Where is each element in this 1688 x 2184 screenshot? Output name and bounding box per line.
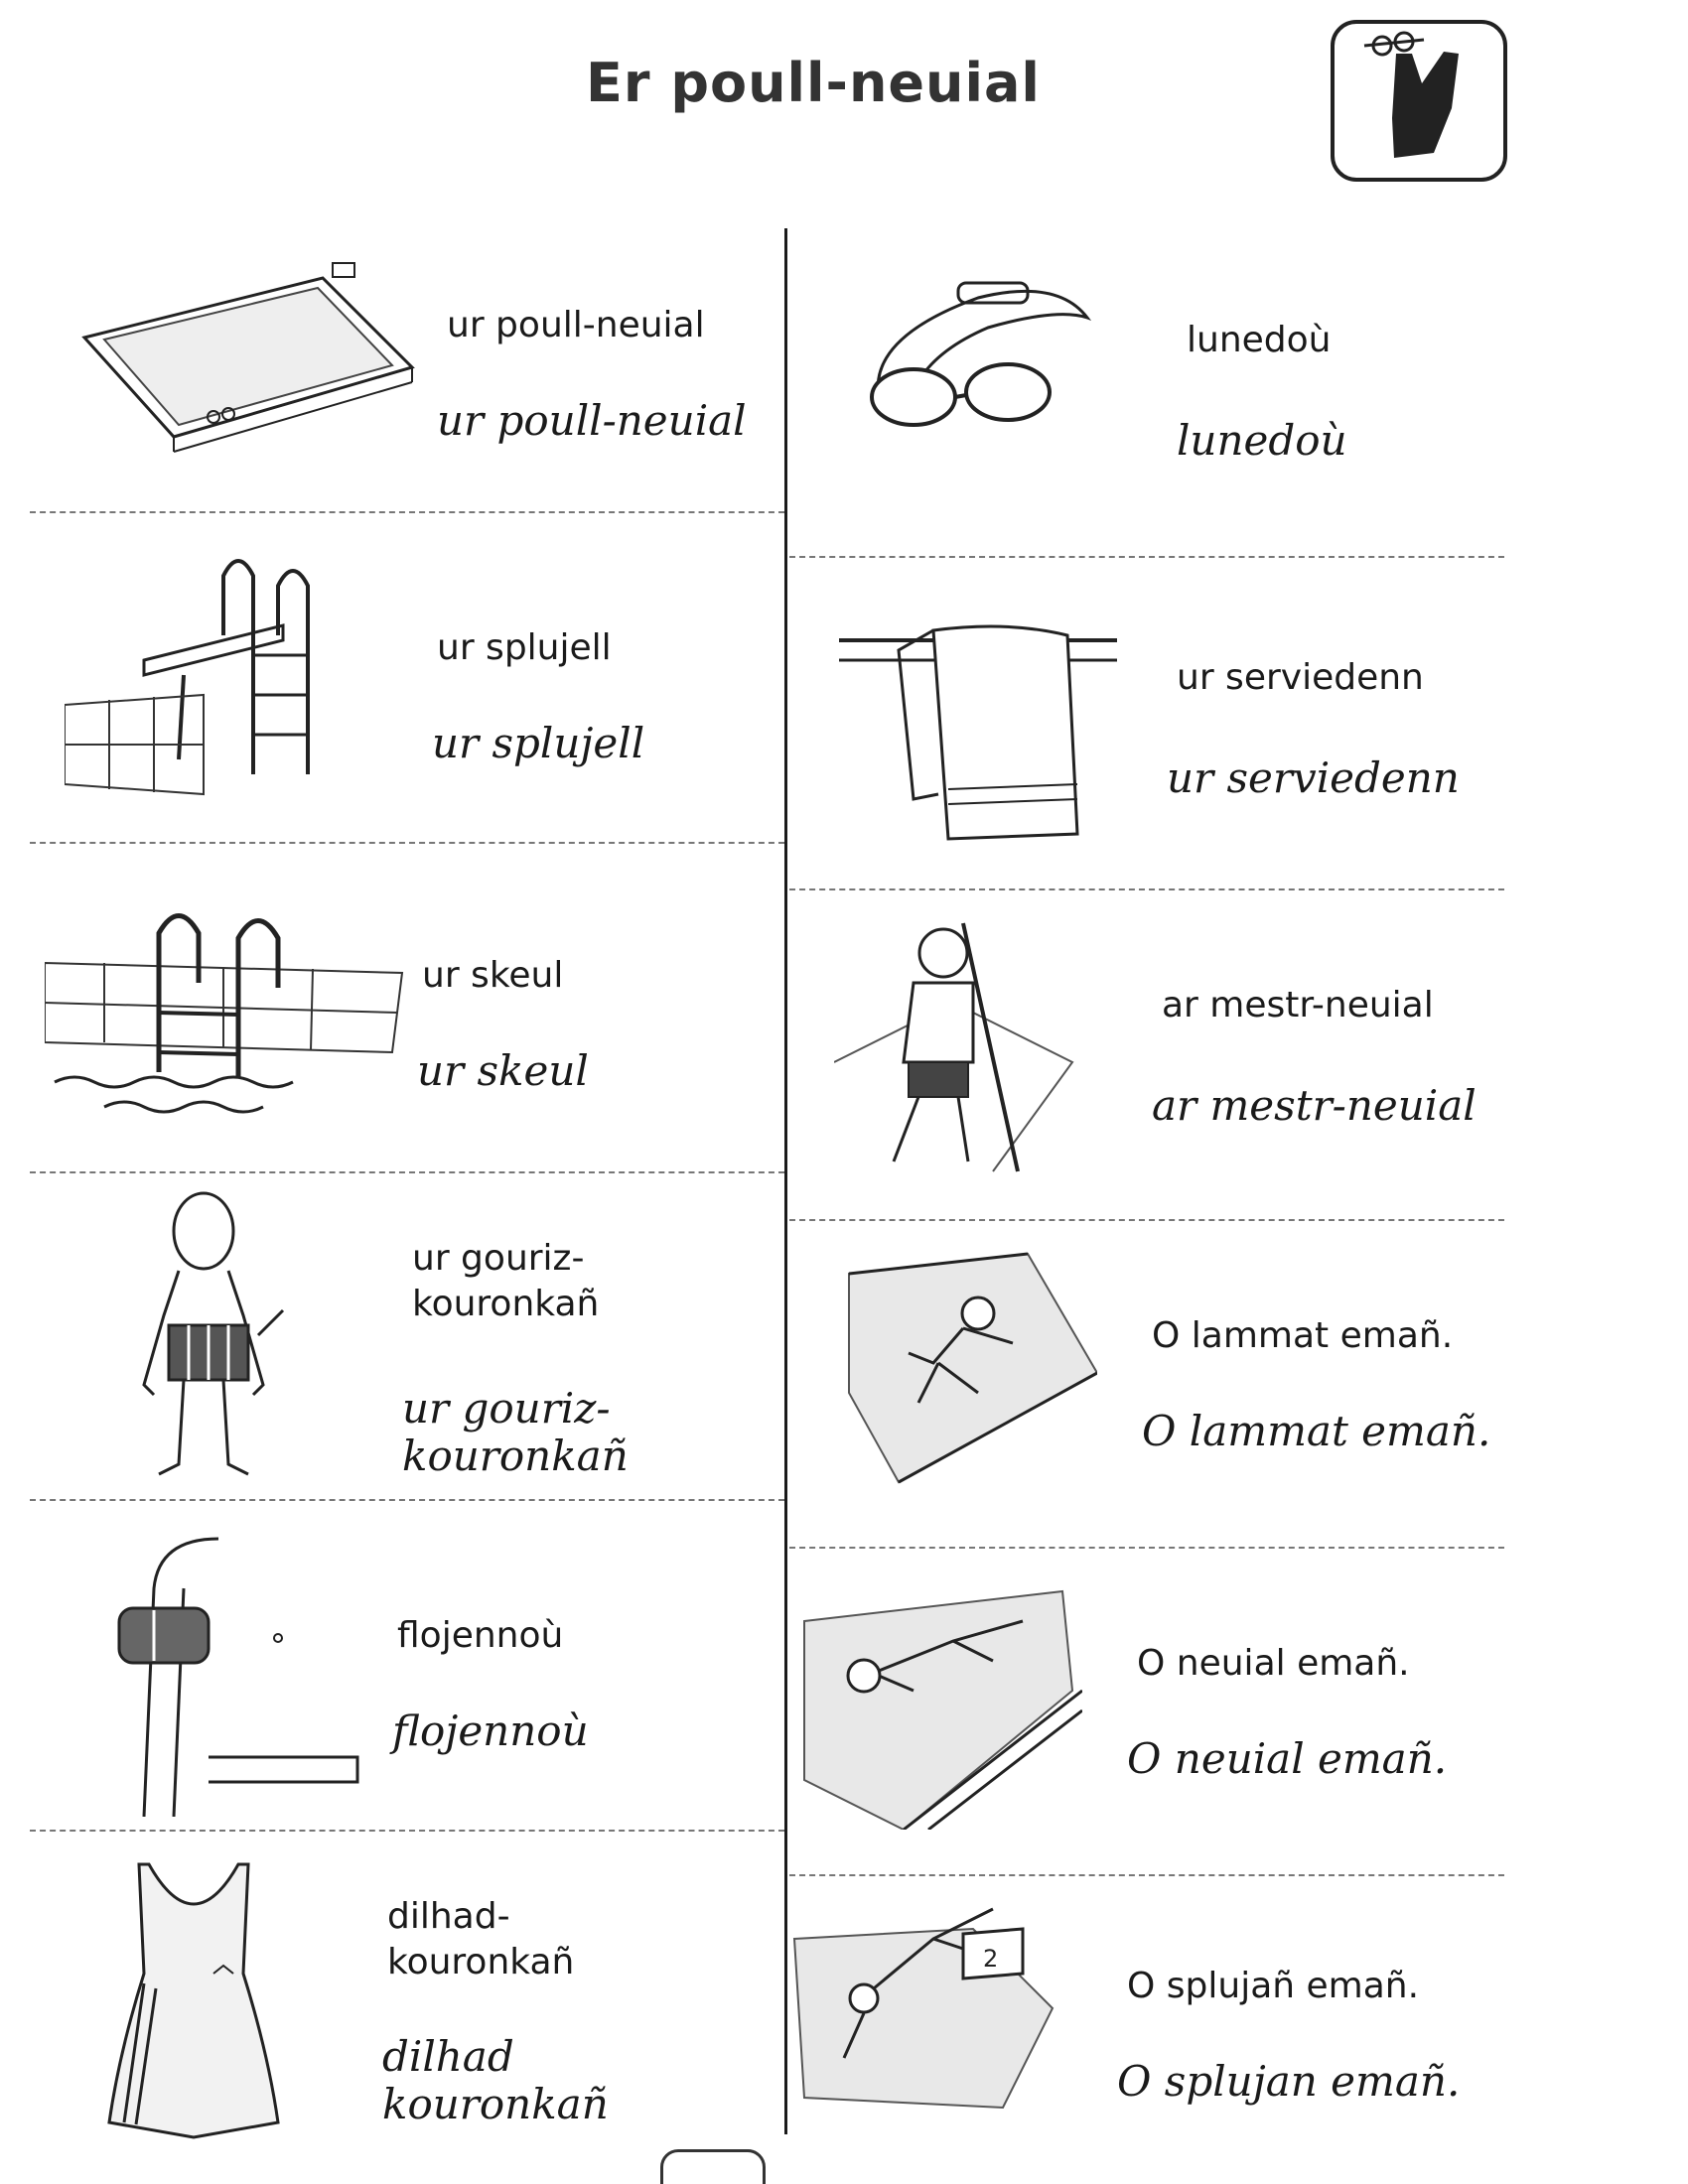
- vocab-card-ladder: [30, 849, 784, 1166]
- vocab-card-towel: [794, 561, 1499, 884]
- vocab-printed: ur poull-neuial: [447, 305, 705, 345]
- row-separator: [789, 556, 1504, 558]
- diving-child-icon: [784, 1889, 1072, 2117]
- vocab-printed: O neuial emañ.: [1137, 1643, 1410, 1684]
- vocab-card-goggles: [794, 238, 1499, 551]
- vocab-printed: O lammat emañ.: [1152, 1315, 1454, 1356]
- page-title: Er poull-neuial: [586, 52, 1041, 114]
- vocab-card-armbands: [30, 1504, 784, 1827]
- vocab-cursive: ur poull-neuial: [437, 396, 747, 445]
- vocab-cursive: ur gouriz- kouronkañ: [402, 1384, 629, 1480]
- vocab-cursive: flojennoù: [392, 1706, 589, 1755]
- towel-icon: [839, 620, 1127, 849]
- row-separator: [30, 511, 784, 513]
- row-separator: [30, 1499, 784, 1501]
- vocab-cursive: O splujan emañ.: [1117, 2057, 1461, 2106]
- vocab-cursive: O lammat emañ.: [1142, 1407, 1491, 1455]
- vocab-printed: lunedoù: [1187, 320, 1332, 360]
- row-separator: [30, 1171, 784, 1173]
- vocab-printed: ur gouriz- kouronkañ: [412, 1238, 600, 1324]
- vocab-card-swimming: [794, 1552, 1499, 1869]
- vocab-cursive: O neuial emañ.: [1127, 1734, 1448, 1783]
- vocab-cursive: lunedoù: [1177, 416, 1347, 465]
- vocab-printed: ur skeul: [422, 955, 564, 996]
- swimming-child-icon: [794, 1581, 1082, 1830]
- vocab-card-jumping: [794, 1224, 1499, 1542]
- vocab-card-diving-board: [30, 516, 784, 839]
- row-separator: [789, 1547, 1504, 1549]
- svg-text:2: 2: [983, 1945, 999, 1973]
- diving-board-icon: [65, 546, 402, 814]
- vocab-card-pool: [30, 238, 784, 506]
- vocab-printed: dilhad- kouronkañ: [387, 1896, 575, 1982]
- column-divider: [784, 228, 787, 2134]
- pool-ladder-icon: [45, 903, 412, 1132]
- vocab-card-swim-belt: [30, 1176, 784, 1494]
- swimsuit-badge: [1331, 20, 1507, 182]
- armbands-icon: [99, 1529, 367, 1817]
- vocab-cursive: dilhad kouronkañ: [382, 2032, 609, 2128]
- jumping-child-icon: [839, 1244, 1097, 1492]
- vocab-printed: O splujañ emañ.: [1127, 1966, 1420, 2006]
- swimsuit-badge-icon: [1335, 24, 1503, 178]
- vocab-printed: flojennoù: [397, 1615, 564, 1656]
- swim-belt-icon: [124, 1186, 303, 1484]
- vocab-cursive: ur serviedenn: [1167, 753, 1460, 802]
- vocab-printed: ar mestr-neuial: [1162, 985, 1434, 1025]
- lifeguard-icon: [834, 913, 1092, 1191]
- row-separator: [789, 888, 1504, 890]
- pool-icon: [74, 258, 432, 457]
- page-tab: [660, 2149, 766, 2184]
- row-separator: [30, 842, 784, 844]
- vocab-card-lifeguard: [794, 893, 1499, 1216]
- vocab-cursive: ur skeul: [417, 1046, 589, 1095]
- vocab-card-diving: [794, 1879, 1499, 2142]
- row-separator: [30, 1830, 784, 1832]
- vocab-printed: ur serviedenn: [1177, 657, 1424, 698]
- row-separator: [789, 1874, 1504, 1876]
- vocab-cursive: ar mestr-neuial: [1152, 1081, 1477, 1130]
- row-separator: [789, 1219, 1504, 1221]
- vocab-printed: ur splujell: [437, 627, 612, 668]
- goggles-icon: [859, 278, 1097, 437]
- vocab-card-swimsuit: [30, 1835, 784, 2142]
- swimsuit-icon: [94, 1854, 293, 2142]
- vocab-cursive: ur splujell: [432, 719, 645, 767]
